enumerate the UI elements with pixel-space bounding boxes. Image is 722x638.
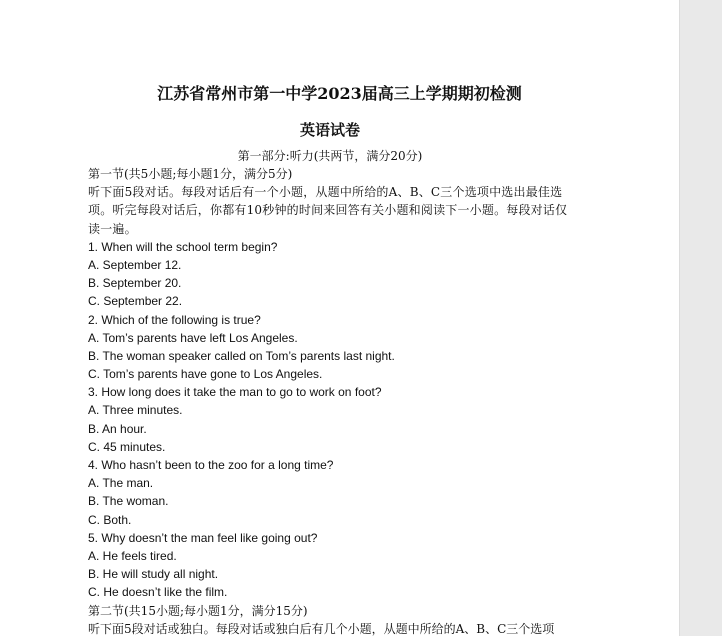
question-text: 2. Which of the following is true? bbox=[88, 312, 261, 327]
answer-option: B. An hour. bbox=[88, 421, 147, 436]
answer-option: C. Tom’s parents have gone to Los Angeles. bbox=[88, 367, 323, 382]
question-block bbox=[88, 529, 578, 602]
question-text: 4. Who hasn’t been to the zoo for a long time? bbox=[88, 458, 334, 473]
answer-option: B. The woman speaker called on Tom’s parents last night. bbox=[88, 348, 395, 363]
question-text: 5. Why doesn’t the man feel like going out? bbox=[88, 530, 318, 545]
part-heading: 第一部分:听力(共两节，满分20分) bbox=[237, 149, 423, 163]
question-list bbox=[88, 238, 578, 602]
answer-option: B. September 20. bbox=[88, 276, 182, 291]
question-block bbox=[88, 238, 578, 311]
answer-option: C. He doesn’t like the film. bbox=[88, 585, 228, 600]
answer-option: A. The man. bbox=[88, 476, 154, 491]
section2-instructions: 听下面5段对话或独白。每段对话或独白后有几个小题，从题中所给的A、B、C三个选项 bbox=[88, 621, 555, 636]
answer-option: B. The woman. bbox=[88, 494, 169, 509]
answer-option: B. He will study all night. bbox=[88, 567, 219, 582]
question-block bbox=[88, 311, 578, 384]
question-block bbox=[88, 383, 578, 456]
answer-option: A. September 12. bbox=[88, 257, 182, 272]
section1-instructions: 听下面5段对话。每段对话后有一个小题，从题中所给的A、B、C三个选项中选出最佳选项。听完每段对话后，你都有10秒钟的时间来回答有关小题和阅读下一小题。每段对话仅读一遍。 bbox=[88, 185, 568, 236]
document-subtitle: 英语试卷 bbox=[299, 121, 360, 139]
question-block bbox=[88, 456, 578, 529]
question-text: 1. When will the school term begin? bbox=[88, 239, 278, 254]
document-title: 江苏省常州市第一中学2023届高三上学期期初检测 bbox=[157, 84, 522, 103]
section1-heading: 第一节(共5小题;每小题1分，满分5分) bbox=[88, 167, 293, 181]
answer-option: A. He feels tired. bbox=[88, 548, 177, 563]
document-body bbox=[88, 165, 578, 638]
answer-option: A. Three minutes. bbox=[88, 403, 183, 418]
answer-option: C. Both. bbox=[88, 512, 132, 527]
question-text: 3. How long does it take the man to go to work on foot? bbox=[88, 385, 382, 400]
answer-option: C. September 22. bbox=[88, 294, 183, 309]
answer-option: C. 45 minutes. bbox=[88, 439, 166, 454]
section2-heading: 第二节(共15小题;每小题1分，满分15分) bbox=[88, 603, 308, 618]
answer-option: A. Tom’s parents have left Los Angeles. bbox=[88, 330, 298, 345]
viewer-side-gutter bbox=[679, 0, 722, 636]
